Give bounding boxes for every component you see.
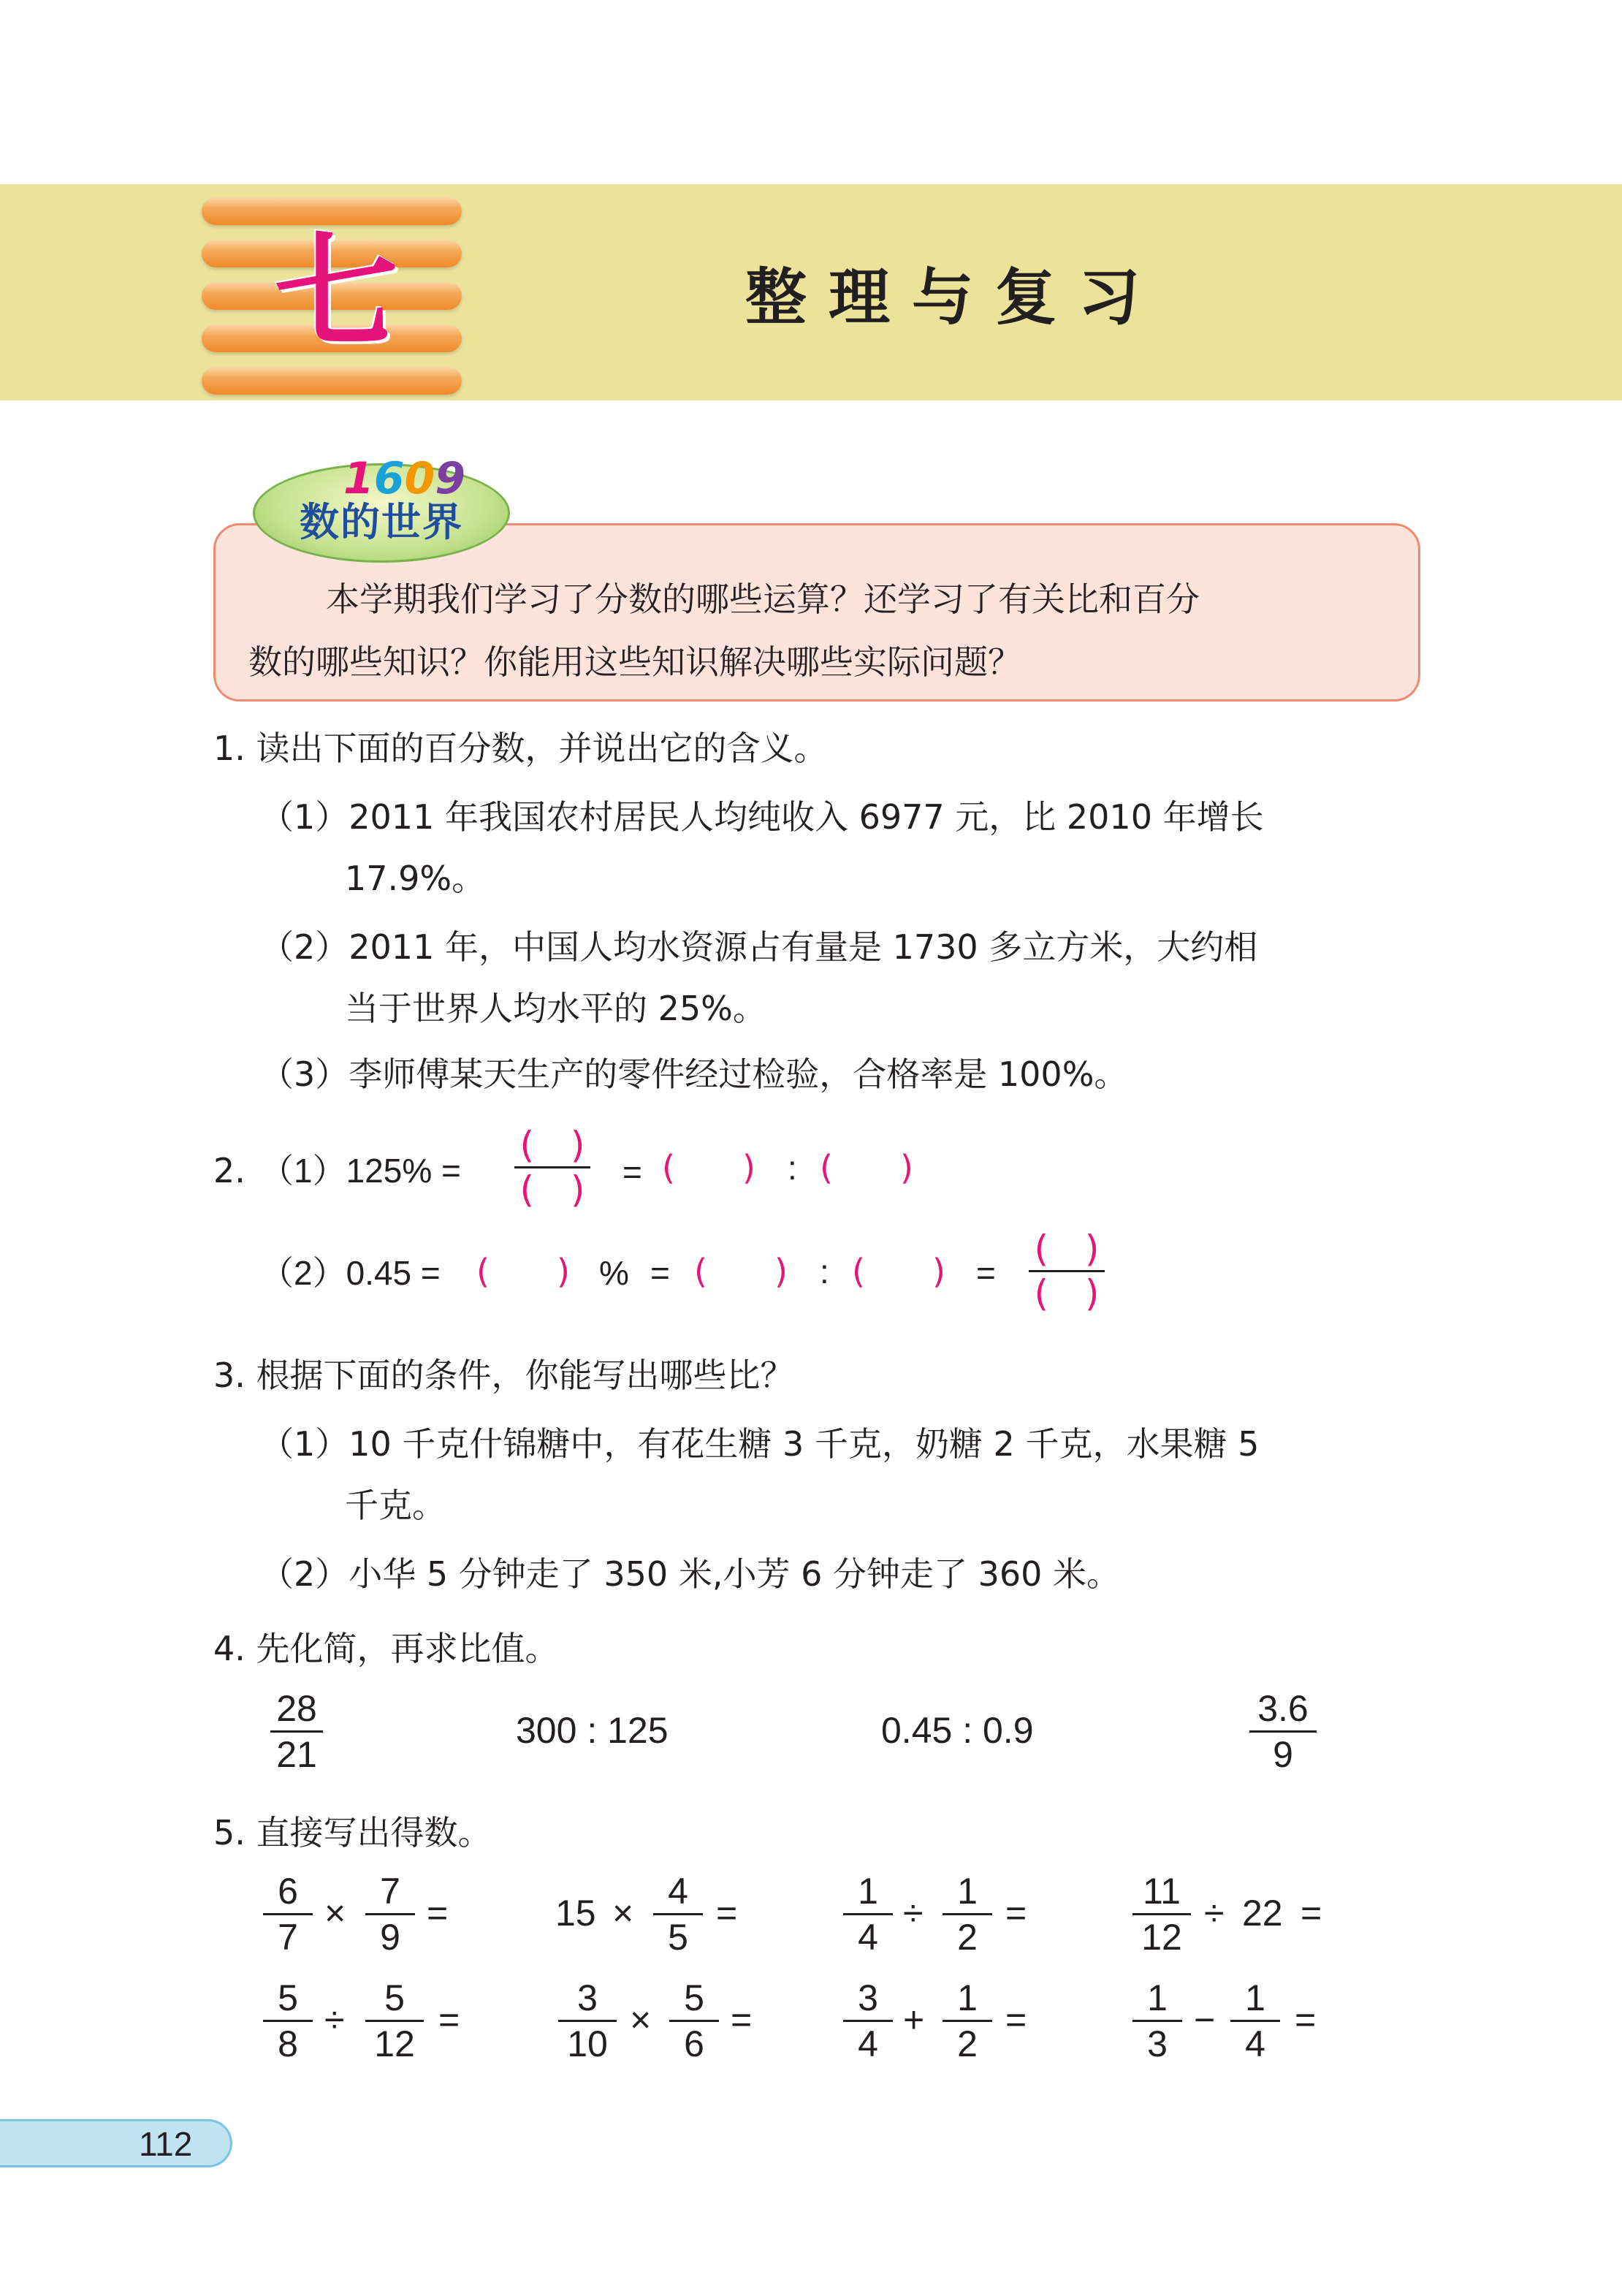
q1-item1-line2: 17.9%。 (345, 859, 486, 898)
page-number-tab (0, 2119, 232, 2167)
q3-item1-line1: （1）10 千克什锦糖中，有花生糖 3 千克，奶糖 2 千克，水果糖 5 (260, 1424, 1260, 1464)
q3-item1-line2: 千克。 (345, 1486, 446, 1525)
q5-r1-b-int: 15 (555, 1893, 596, 1934)
q4-ratio-3: 0.45 : 0.9 (881, 1710, 1034, 1751)
section-intro-line2: 数的哪些知识？你能用这些知识解决哪些实际问题？ (248, 642, 1021, 682)
q2-part2-blank-b[interactable]: ( ) (694, 1252, 788, 1291)
q5-r2-d-frac2: 1 4 (1227, 1976, 1283, 2066)
q5-r2-a-frac1: 5 8 (260, 1976, 316, 2066)
q5-r1-a-frac2: 7 9 (362, 1869, 418, 1959)
q1-item3: （3）李师傅某天生产的零件经过检验，合格率是 100%。 (260, 1054, 1128, 1094)
q5-r1-c-frac2: 1 2 (940, 1869, 995, 1959)
q2-part2-percent: % (599, 1254, 629, 1292)
q5-prompt: 5. 直接写出得数。 (213, 1813, 492, 1852)
q5-r1-a-op: × (324, 1893, 346, 1934)
q2-part2-colon: : (820, 1252, 829, 1290)
q4-fraction-4: 3.6 9 (1246, 1687, 1320, 1776)
q2-part1-eq: = (622, 1153, 642, 1191)
q3-item2: （2）小华 5 分钟走了 350 米,小芳 6 分钟走了 360 米。 (260, 1554, 1120, 1594)
q5-r1-d-op: ÷ (1204, 1893, 1225, 1934)
q1-prompt: 1. 读出下面的百分数，并说出它的含义。 (213, 729, 828, 768)
q1-item1-line1: （1）2011 年我国农村居民人均纯收入 6977 元，比 2010 年增长 (260, 797, 1264, 837)
q5-r2-c-frac2: 1 2 (940, 1976, 995, 2066)
q5-r2-b-op: × (630, 1999, 652, 2040)
q2-part1-blank-b[interactable]: ( ) (820, 1148, 913, 1187)
q5-r1-d-eq: = (1301, 1893, 1322, 1934)
q4-ratio-2: 300 : 125 (516, 1710, 669, 1751)
q2-part2-eq1: = (650, 1254, 670, 1292)
q5-r2-a-eq: = (438, 1999, 460, 2040)
q2-part1-colon: : (788, 1149, 797, 1187)
section-badge-numbers: 1609 (343, 453, 465, 504)
q5-r2-d-eq: = (1295, 1999, 1317, 2040)
q2-part2-blank-a[interactable]: ( ) (476, 1252, 570, 1291)
q5-r1-c-op: ÷ (903, 1893, 924, 1934)
q5-r1-b-op: × (612, 1893, 634, 1934)
q5-r1-c-eq: = (1005, 1893, 1027, 1934)
q5-r1-d-frac: 11 12 (1130, 1869, 1194, 1959)
q5-r1-d-int: 22 (1242, 1893, 1283, 1934)
q5-r1-b-eq: = (716, 1893, 738, 1934)
q5-r1-a-eq: = (427, 1893, 449, 1934)
q5-r1-c-frac1: 1 4 (840, 1869, 896, 1959)
q4-fraction-1: 28 21 (267, 1687, 326, 1776)
q5-r2-b-eq: = (731, 1999, 753, 2040)
q5-r1-b-frac: 4 5 (650, 1869, 706, 1959)
section-title: 数的世界 (300, 499, 463, 545)
section-intro-line1: 本学期我们学习了分数的哪些运算？还学习了有关比和百分 (326, 579, 1200, 619)
q5-r2-c-op: + (903, 1999, 925, 2040)
q2-part2-blank-c[interactable]: ( ) (852, 1252, 945, 1291)
q2-part1-prefix: （1）125% = (260, 1152, 461, 1190)
page-number: 112 (139, 2125, 193, 2163)
q2-part2-prefix: （2）0.45 = (260, 1254, 441, 1292)
q5-r2-c-frac1: 3 4 (840, 1976, 896, 2066)
chapter-title: 整理与复习 (745, 262, 1162, 333)
q5-r2-d-op: − (1194, 1999, 1216, 2040)
q2-part2-fraction-blank[interactable]: ( ) ( ) (1023, 1228, 1111, 1315)
q5-r2-a-frac2: 5 12 (362, 1976, 427, 2066)
q2-part2-eq2: = (976, 1254, 996, 1292)
q2-part1-blank-a[interactable]: ( ) (662, 1148, 755, 1187)
q5-r2-b-frac2: 5 6 (666, 1976, 722, 2066)
q2-label: 2. (213, 1151, 245, 1190)
q1-item2-line2: 当于世界人均水平的 25%。 (345, 989, 766, 1028)
q5-r1-a-frac1: 6 7 (260, 1869, 316, 1959)
q2-part1-fraction-blank[interactable]: ( ) ( ) (509, 1124, 596, 1211)
q5-r2-a-op: ÷ (324, 1999, 345, 2040)
q1-item2-line1: （2）2011 年，中国人均水资源占有量是 1730 多立方米，大约相 (260, 927, 1258, 967)
q5-r2-c-eq: = (1005, 1999, 1027, 2040)
q4-prompt: 4. 先化简，再求比值。 (213, 1629, 559, 1668)
q5-r2-d-frac1: 1 3 (1130, 1976, 1185, 2066)
q5-r2-b-frac1: 3 10 (555, 1976, 620, 2066)
q3-prompt: 3. 根据下面的条件，你能写出哪些比？ (213, 1356, 794, 1395)
chapter-number: 七 (273, 219, 398, 365)
